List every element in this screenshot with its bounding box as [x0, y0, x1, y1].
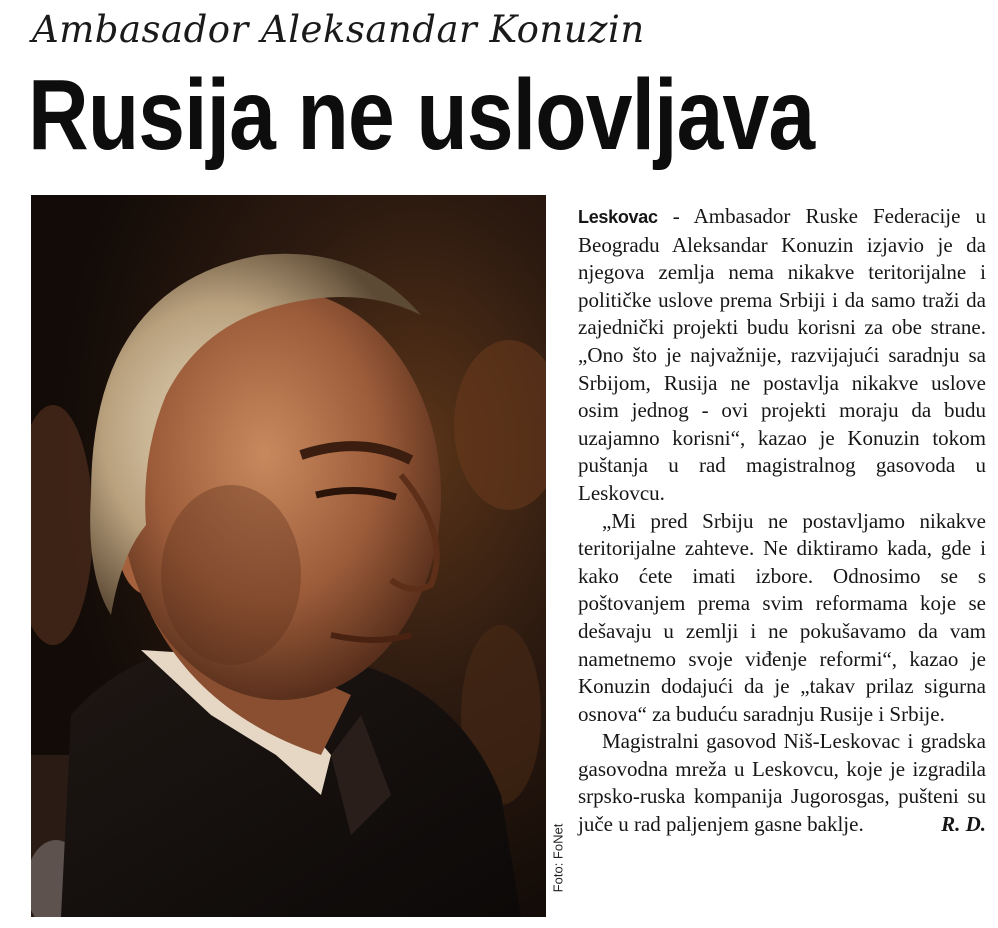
- photo-credit: [548, 800, 568, 915]
- article-paragraph-3-text: Magistralni gasovod Niš-Leskovac i gradska gasovodna mreža u Leskovcu, koje je izgradila srpsko-ruska kompanija Jugorosgas, pušteni su juče u rad paljenjem gasne baklje.: [578, 729, 986, 837]
- article-photo: [31, 195, 546, 917]
- article-body: [578, 203, 986, 839]
- article-kicker: Ambasador Aleksandar Konuzin: [32, 8, 645, 51]
- photo-credit-text: Foto: FoNet: [550, 823, 566, 892]
- article-paragraph-1-text: - Ambasador Ruske Federacije u Beogradu Aleksandar Konuzin izjavio je da njegova zemlja nema nikakve teritorijalne i političke uslove prema Srbiji i da samo traži da zajednički projekti budu korisni za obe strane. „Ono što je najvažnije, razvijajući saradnju sa Srbijom, Rusija ne postavlja nikakve uslove osim jednog - ovi projekti moraju da budu uzajamno korisni“, kazao je Konuzin tokom puštanja u rad magistralnog gasovoda u Leskovcu.: [578, 204, 986, 505]
- article-paragraph-1: [578, 203, 986, 508]
- article-dateline: Leskovac: [578, 207, 658, 227]
- article-paragraph-2: „Mi pred Srbiju ne postavljamo nikakve teritorijalne zahteve. Ne diktiramo kada, gde i kako ćete imati izbore. Odnosimo se s poštovanjem prema svim reformama koje se dešavaju u zemlji i ne pokušavamo da vam nametnemo svoje viđenje reformi“, kazao je Konuzin dodajući da je „takav prilaz sigurna osnova“ za buduću saradnju Rusije i Srbije.: [578, 508, 986, 726]
- article-headline: Rusija ne uslovljava: [28, 59, 815, 171]
- portrait-photo-icon: [31, 195, 546, 917]
- article-byline: R. D.: [941, 812, 986, 837]
- article-paragraph-3: [578, 728, 986, 838]
